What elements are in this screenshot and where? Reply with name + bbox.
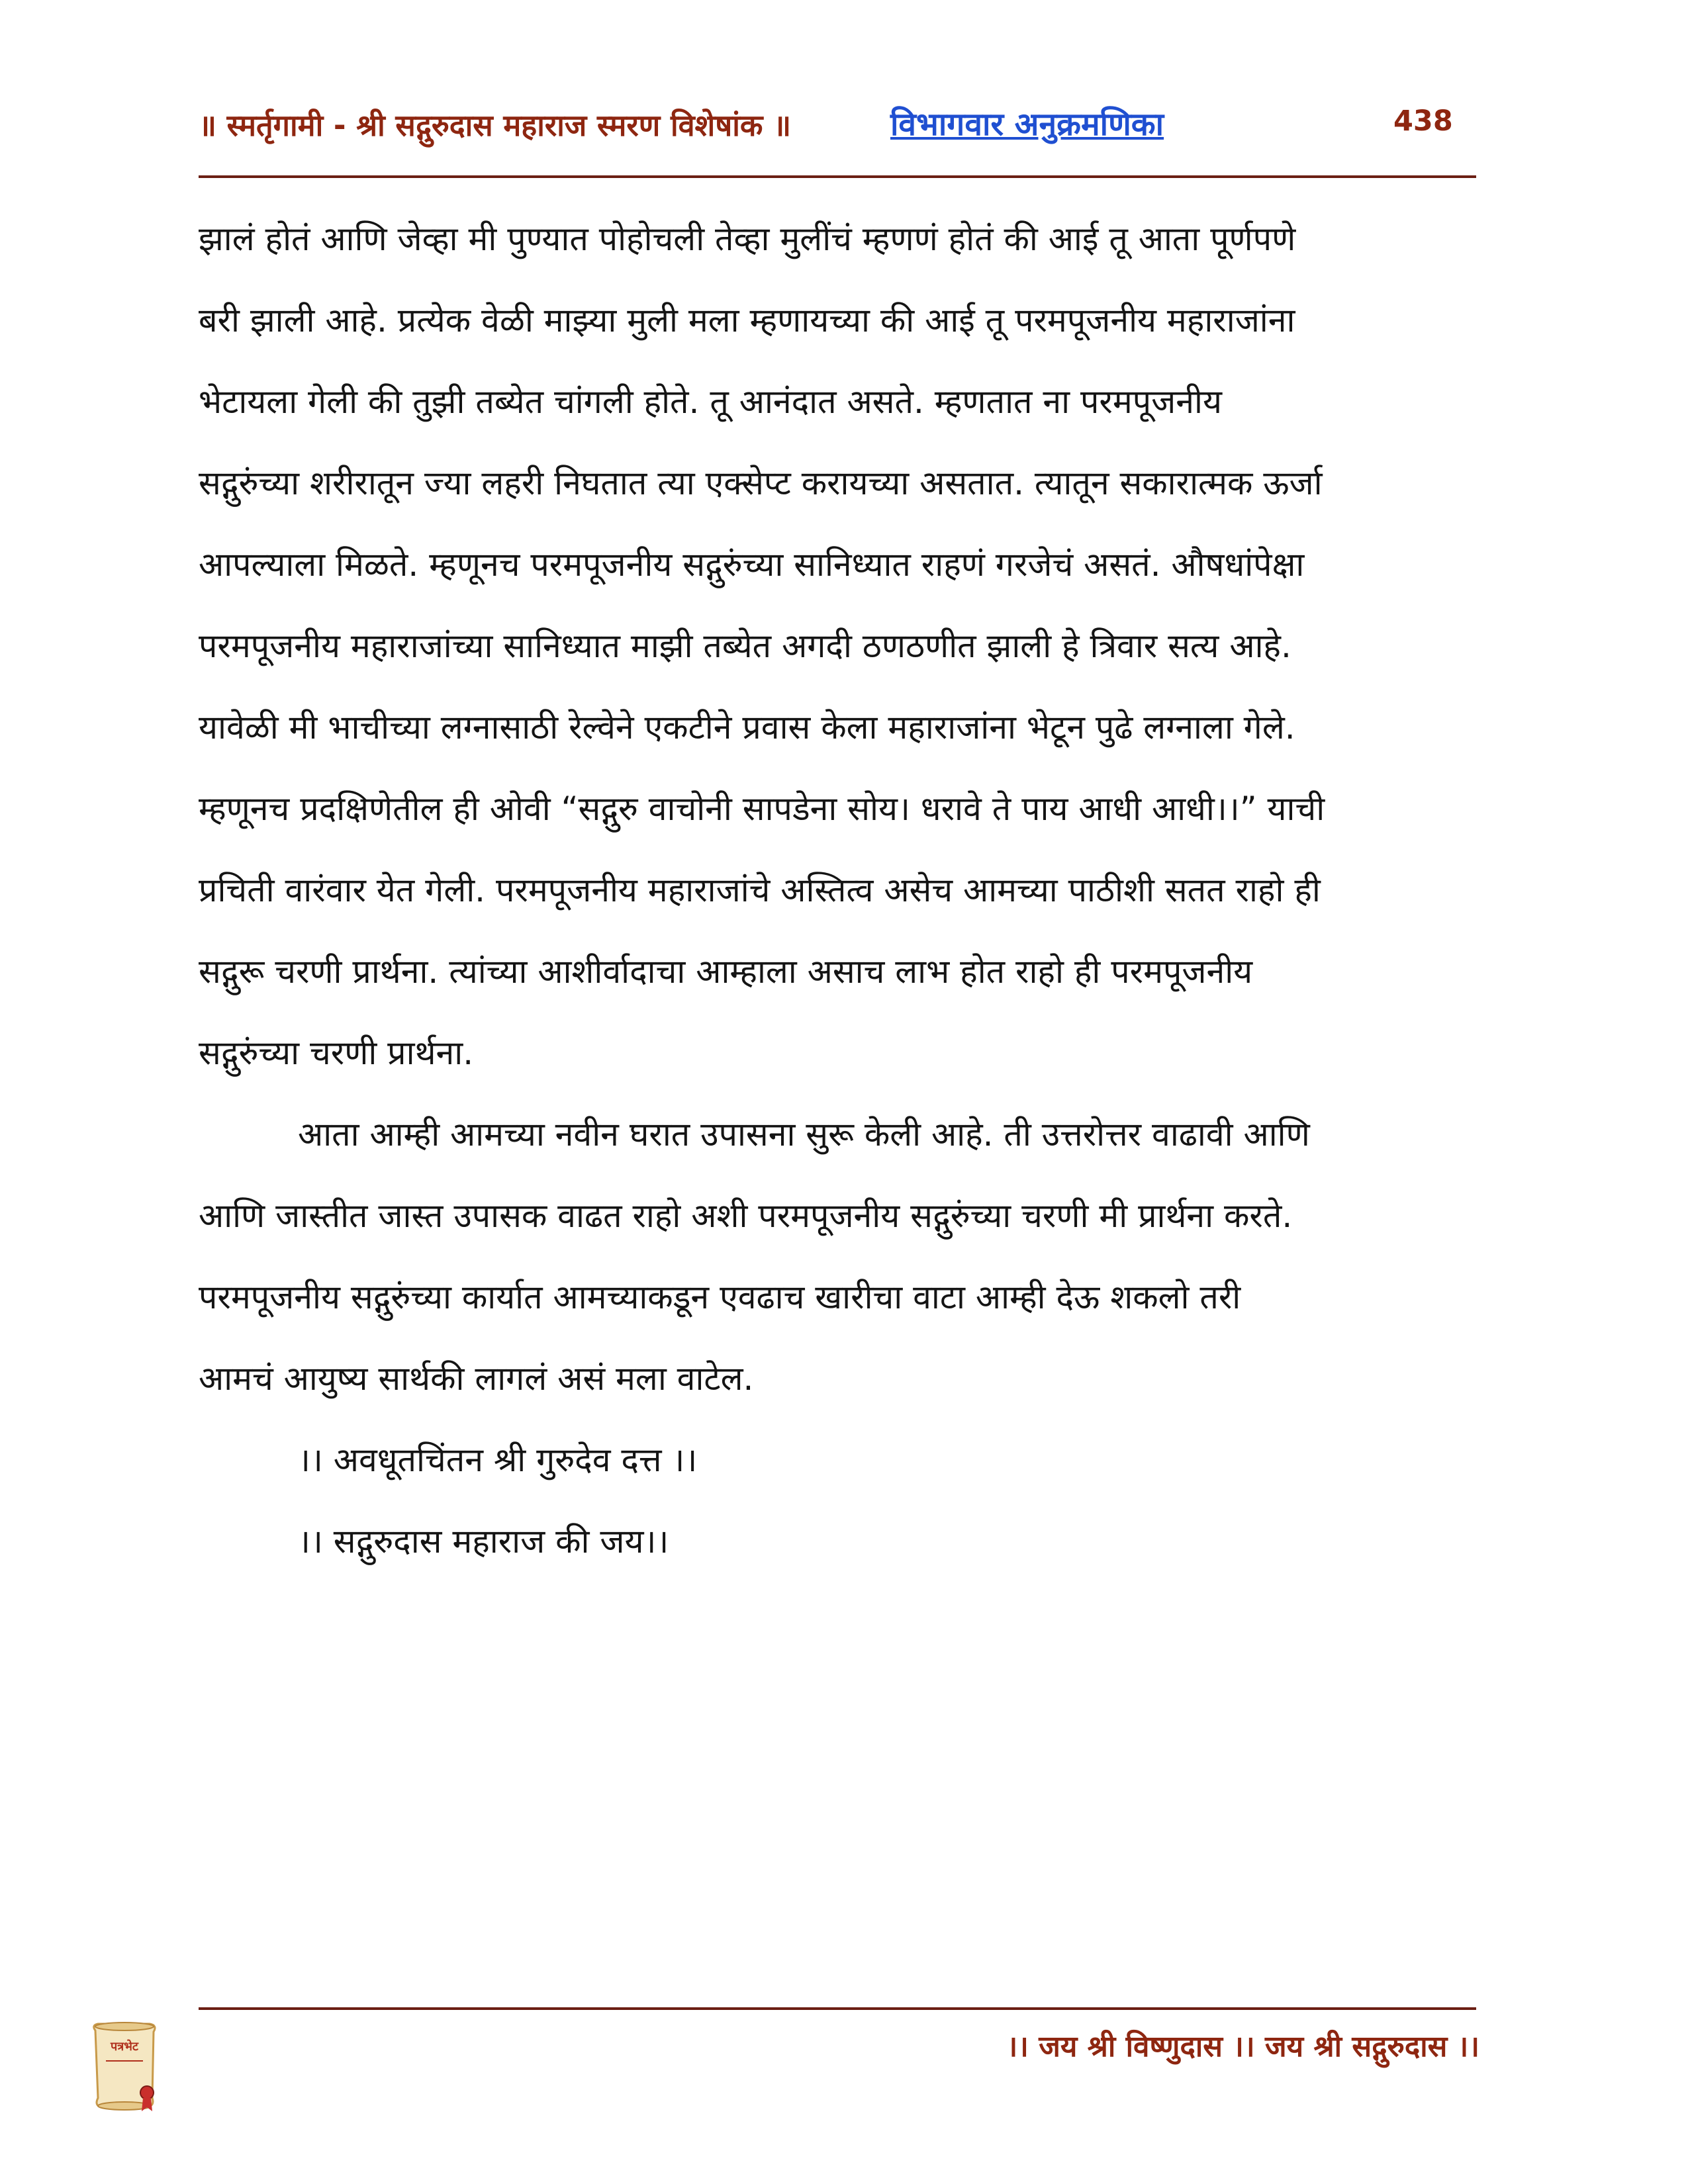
closing-invocations [199,1420,1489,1582]
text-line: परमपूजनीय सद्गुरुंच्या कार्यात आमच्याकडून एवढाच खारीचा वाटा आम्ही देऊ शकलो तरी [199,1278,1241,1316]
text-line: यावेळी मी भाचीच्या लग्नासाठी रेल्वेने एकटीने प्रवास केला महाराजांना भेटून पुढे लग्नाला गेले. [199,708,1295,747]
text-line: बरी झाली आहे. प्रत्येक वेळी माझ्या मुली मला म्हणायच्या की आई तू परमपूजनीय महाराजांना [199,301,1295,340]
text-line: म्हणूनच प्रदक्षिणेतील ही ओवी “सद्गुरु वाचोनी सापडेना सोय। धरावे ते पाय आधी आधी।।” याची [199,790,1325,828]
closing-line: ।। सद्गुरुदास महाराज की जय।। [298,1522,669,1561]
page-header [199,99,1476,152]
page-number: 438 [1393,105,1453,138]
magazine-title: ॥ स्मर्तृगामी - श्री सद्गुरुदास महाराज स्मरण विशेषांक ॥ [199,108,792,143]
article-body [199,199,1489,1582]
header-divider [199,175,1476,178]
section-index-link[interactable]: विभागवार अनुक्रमणिका [890,106,1164,143]
text-line: आता आम्ही आमच्या नवीन घरात उपासना सुरू केली आहे. ती उत्तरोत्तर वाढावी आणि [298,1115,1310,1154]
closing-line: ।। अवधूतचिंतन श्री गुरुदेव दत्त ।। [298,1441,698,1479]
text-line: सद्गुरू चरणी प्रार्थना. त्यांच्या आशीर्वादाचा आम्हाला असाच लाभ होत राहो ही परमपूजनीय [199,952,1253,991]
text-line: झालं होतं आणि जेव्हा मी पुण्यात पोहोचली तेव्हा मुलींचं म्हणणं होतं की आई तू आता पूर्णपणे [199,220,1296,258]
text-line: परमपूजनीय महाराजांच्या सानिध्यात माझी तब्येत अगदी ठणठणीत झाली हे त्रिवार सत्य आहे. [199,627,1291,665]
footer-divider [199,2007,1476,2010]
text-line: आमचं आयुष्य सार्थकी लागलं असं मला वाटेल. [199,1359,754,1398]
text-line: सद्गुरुंच्या चरणी प्रार्थना. [199,1034,474,1072]
text-line: भेटायला गेली की तुझी तब्येत चांगली होते. तू आनंदात असते. म्हणतात ना परमपूजनीय [199,383,1222,421]
text-line: आणि जास्तीत जास्त उपासक वाढत राहो अशी परमपूजनीय सद्गुरुंच्या चरणी मी प्रार्थना करते. [199,1197,1293,1235]
paragraph-2 [199,1094,1489,1420]
logo-label: पत्रभेट [111,2040,138,2054]
patrabhet-scroll-logo [86,2019,165,2118]
text-line: आपल्याला मिळते. म्हणूनच परमपूजनीय सद्गुरुंच्या सानिध्यात राहणं गरजेचं असतं. औषधांपेक्षा [199,545,1305,584]
paragraph-1 [199,199,1489,1094]
text-line: सद्गुरुंच्या शरीरातून ज्या लहरी निघतात त्या एक्सेप्ट करायच्या असतात. त्यातून सकारात्मक ऊर्जा [199,464,1323,502]
footer-invocation: ।। जय श्री विष्णुदास ।। जय श्री सद्गुरुदास ।। [1006,2030,1479,2064]
text-line: प्रचिती वारंवार येत गेली. परमपूजनीय महाराजांचे अस्तित्व असेच आमच्या पाठीशी सतत राहो ही [199,871,1321,909]
